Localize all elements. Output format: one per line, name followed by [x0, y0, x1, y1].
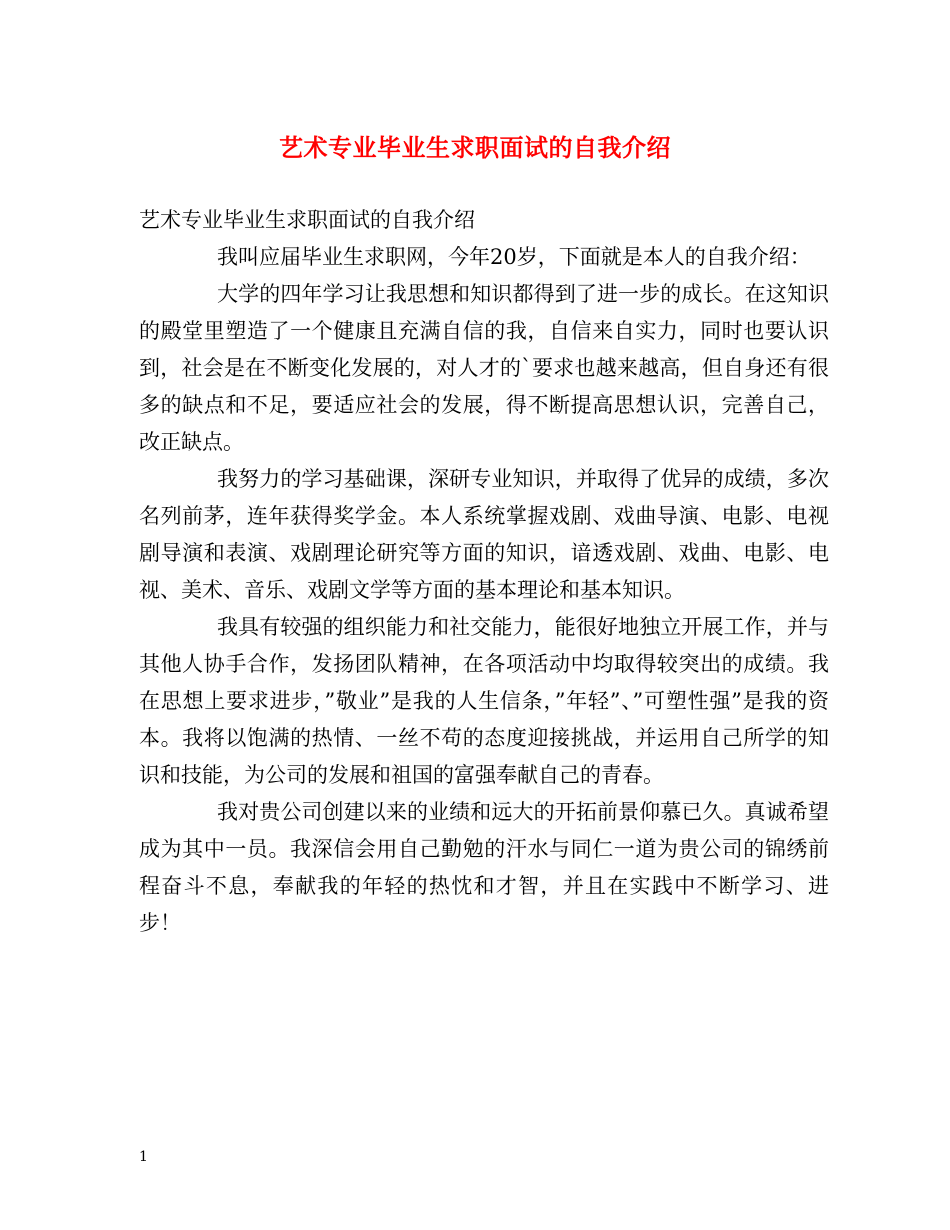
document-body [139, 202, 829, 942]
paragraph-teamwork: 我具有较强的组织能力和社交能力，能很好地独立开展工作，并与其他人协手合作，发扬团队精神，在各项活动中均取得较突出的成绩。我在思想上要求进步，”敬业”是我的人生信条，”年轻”、”可塑性强”是我的资本。我将以饱满的热情、一丝不苟的态度迎接挑战，并运用自己所学的知识和技能，为公司的发展和祖国的富强奉献自己的青春。 [139, 615, 829, 787]
paragraph-intro: 我叫应届毕业生求职网，今年20岁，下面就是本人的自我介绍： [217, 245, 811, 269]
paragraph-university-growth: 大学的四年学习让我思想和知识都得到了进一步的成长。在这知识的殿堂里塑造了一个健康且充满自信的我，自信来自实力，同时也要认识到，社会是在不断变化发展的，对人才的`要求也越来越高，但自身还有很多的缺点和不足，要适应社会的发展，得不断提高思想认识，完善自己，改正缺点。 [139, 282, 829, 454]
page-number: 1 [139, 1149, 148, 1165]
paragraph-academic-achievement: 我努力的学习基础课，深研专业知识，并取得了优异的成绩，多次名列前茅，连年获得奖学金。本人系统掌握戏剧、戏曲导演、电影、电视剧导演和表演、戏剧理论研究等方面的知识，谙透戏剧、戏曲、电影、电视、美术、音乐、戏剧文学等方面的基本理论和基本知识。 [139, 467, 829, 602]
body-heading: 艺术专业毕业生求职面试的自我介绍 [139, 208, 475, 232]
paragraph-closing: 我对贵公司创建以来的业绩和远大的开拓前景仰慕已久。真诚希望成为其中一员。我深信会用自己勤勉的汗水与同仁一道为贵公司的锦绣前程奋斗不息，奉献我的年轻的热忱和才智，并且在实践中不断学习、进步！ [139, 800, 829, 935]
document-title: 艺术专业毕业生求职面试的自我介绍 [279, 133, 671, 162]
